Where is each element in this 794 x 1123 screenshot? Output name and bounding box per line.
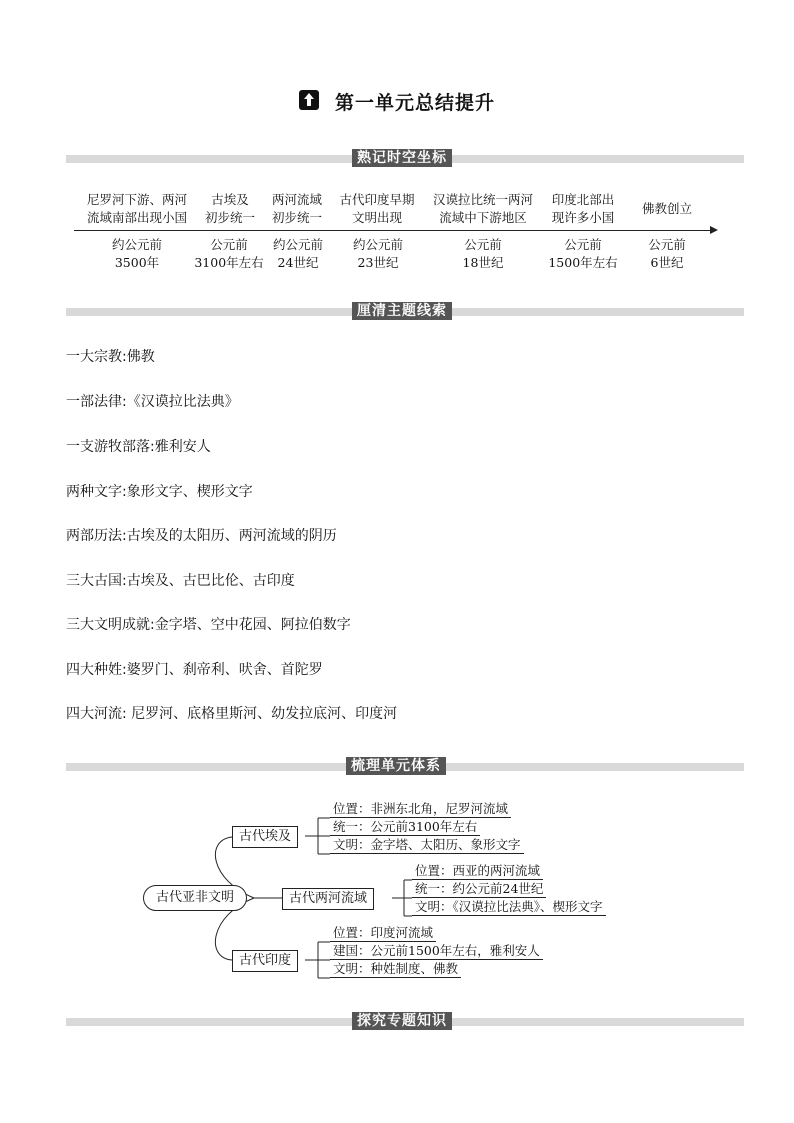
section-title: 探究专题知识 (352, 1012, 452, 1030)
section-title: 厘清主题线索 (352, 302, 452, 320)
mindmap-leaf: 位置：印度河流域 (330, 924, 436, 942)
timeline-date: 公元前 6世纪 (648, 237, 686, 270)
mindmap-leaf: 建国：公元前1500年左右，雅利安人 (330, 942, 543, 960)
mindmap-leaf: 文明：金字塔、太阳历、象形文字 (330, 836, 524, 854)
timeline-event-top: 古埃及 初步统一 (204, 192, 256, 225)
thread-item: 四大河流: 尼罗河、底格里斯河、幼发拉底河、印度河 (66, 706, 398, 722)
timeline-event-top: 尼罗河下游、两河 流域南部出现小国 (86, 192, 188, 225)
timeline-event-top: 古代印度早期 文明出现 (339, 192, 415, 225)
mindmap-leaf: 文明：《汉谟拉比法典》、楔形文字 (412, 898, 606, 916)
thread-item: 两部历法:古埃及的太阳历、两河流域的阴历 (66, 528, 337, 544)
thread-item: 一支游牧部落:雅利安人 (66, 439, 211, 455)
mindmap-leaf: 位置：非洲东北角，尼罗河流域 (330, 800, 511, 818)
timeline-date: 约公元前 24世纪 (272, 237, 324, 270)
thread-item: 一部法律:《汉谟拉比法典》 (66, 394, 239, 410)
timeline-event-top: 印度北部出 现许多小国 (551, 192, 615, 225)
thread-item: 四大种姓:婆罗门、刹帝利、吠舍、首陀罗 (66, 662, 323, 678)
thread-item: 两种文字:象形文字、楔形文字 (66, 484, 253, 500)
thread-item: 一大宗教:佛教 (66, 349, 155, 365)
mindmap-branch: 古代两河流域 (282, 888, 374, 910)
mindmap-leaf: 统一：公元前3100年左右 (330, 818, 480, 836)
mindmap-leaf: 文明：种姓制度、佛教 (330, 960, 461, 978)
timeline-event-top: 佛教创立 (641, 201, 693, 216)
timeline-event-top: 汉谟拉比统一两河 流域中下游地区 (432, 192, 534, 225)
thread-item: 三大古国:古埃及、古巴比伦、古印度 (66, 573, 295, 589)
timeline-event-top: 两河流域 初步统一 (271, 192, 323, 225)
section-header-explore (352, 1010, 452, 1030)
section-title: 梳理单元体系 (346, 757, 446, 775)
timeline-date: 约公元前 3500年 (111, 237, 163, 270)
mindmap-branch: 古代埃及 (232, 826, 298, 848)
mindmap-leaf: 统一：约公元前24世纪 (412, 880, 546, 898)
section-title: 熟记时空坐标 (352, 149, 452, 167)
mindmap-branch: 古代印度 (232, 950, 298, 972)
timeline-date: 公元前 18世纪 (462, 237, 504, 270)
timeline-date: 约公元前 23世纪 (352, 237, 404, 270)
page-title: 第一单元总结提升 (335, 92, 496, 114)
timeline-date: 公元前 1500年左右 (548, 237, 618, 270)
mindmap-root: 古代亚非文明 (143, 885, 247, 911)
timeline-date: 公元前 3100年左右 (194, 237, 264, 270)
thread-item: 三大文明成就:金字塔、空中花园、阿拉伯数字 (66, 617, 351, 633)
mindmap-leaf: 位置：西亚的两河流域 (412, 862, 543, 880)
